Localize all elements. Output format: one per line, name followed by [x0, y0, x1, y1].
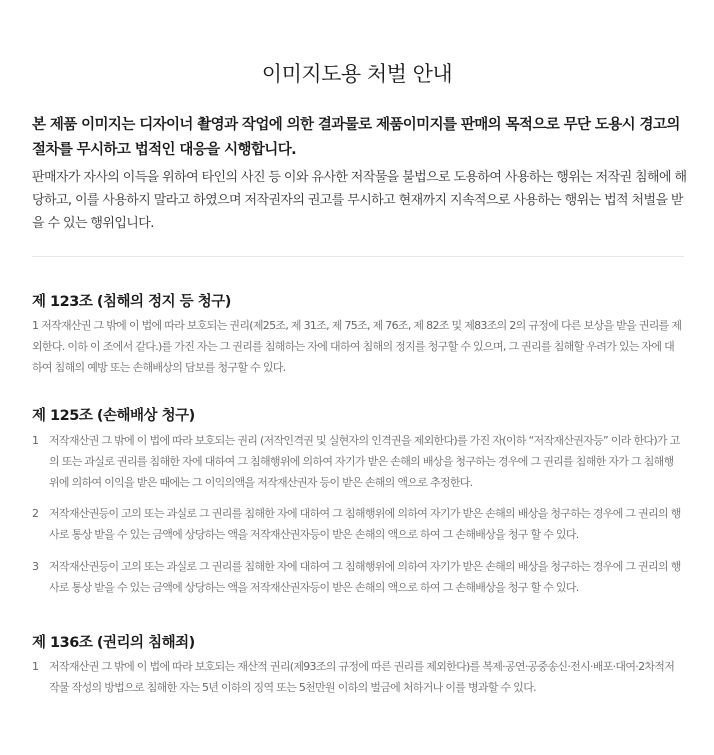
article-item [32, 503, 682, 545]
item-number: 2 [32, 507, 39, 520]
item-text: 저작재산권 그 밖에 이 법에 따라 보호되는 권리(제25조, 제 31조, 제 75조, 제 76조, 제 82조 및 제83조의 2의 규정에 다른 보상을 받을 권리를 제외한다. 이하 이 조에서 같다.)를 가진 자는 그 권리를 침해하는 자에 대하여 침해의 정지를 청구할 수 있으며, 그 권리를 침해할 우려가 있는 자에 대하여 침해의 예방 또는 손해배상의 담보를 청구할 수 있다. [32, 319, 682, 374]
page-title: 이미지도용 처벌 안내 [261, 62, 453, 86]
description-paragraph: 판매자가 자사의 이득을 위하여 타인의 사진 등 이와 유사한 저작물을 불법으로 도용하여 사용하는 행위는 저작권 침해에 해당하고, 이를 사용하지 말라고 하였으며 저작권자의 권고를 무시하고 현재까지 지속적으로 사용하는 행위는 법적 처벌을 받을 수 있는 행위입니다. [32, 170, 687, 231]
section-heading-123: 제 123조 (침해의 정지 등 청구) [32, 294, 231, 310]
item-text: 저작재산권등이 고의 또는 과실로 그 권리를 침해한 자에 대하여 그 침해행위에 의하여 자기가 받은 손해의 배상을 청구하는 경우에 그 권리의 행사로 통상 받을 수 있는 금액에 상당하는 액을 저작재산권자등이 받은 손해의 액으로 하여 그 손해배상을 청구 할 수 있다. [49, 507, 681, 541]
article-item [32, 656, 682, 698]
section-heading-136: 제 136조 (권리의 침해죄) [32, 635, 195, 651]
item-number: 3 [32, 560, 39, 573]
lead-notice: 본 제품 이미지는 디자이너 촬영과 작업에 의한 결과물로 제품이미지를 판매의 목적으로 무단 도용시 경고의 절차를 무시하고 법적인 대응을 시행합니다. [32, 117, 680, 158]
item-text: 저작재산권 그 밖에 이 법에 따라 보호되는 재산적 권리(제93조의 규정에 따른 권리를 제외한다)를 복제·공연·공중송신·전시·배포·대여·2차적저작물 작성의 방법으로 침해한 자는 5년 이하의 징역 또는 5천만원 이하의 벌금에 처하거나 이를 병과할 수 있다. [49, 660, 675, 694]
item-number: 1 [32, 660, 39, 673]
article-item [32, 556, 682, 598]
section-heading-125: 제 125조 (손해배상 청구) [32, 408, 195, 424]
item-number: 1 [32, 319, 39, 332]
article-item [32, 315, 682, 378]
item-text: 저작재산권등이 고의 또는 과실로 그 권리를 침해한 자에 대하여 그 침해행위에 의하여 자기가 받은 손해의 배상을 청구하는 경우에 그 권리의 행사로 통상 받을 수 있는 금액에 상당하는 액을 저작재산권자등이 받은 손해의 액으로 하여 그 손해배상을 청구 할 수 있다. [49, 560, 681, 594]
item-number: 1 [32, 434, 39, 447]
item-text: 저작재산권 그 밖에 이 법에 따라 보호되는 권리 (저작인격권 및 실현자의 인격권을 제외한다)를 가진 자(이하 “저작재산권자등” 이라 한다)가 고의 또는 과실로 권리를 침해한 자에 대하여 그 침해행위에 의하여 자기가 받은 손해의 배상을 청구하는 경우에 그 권리를 침해한 자가 그 침해행위에 의하여 이익을 받은 때에는 그 이익의액을 저작재산권자 등이 받은 손해의 액으로 추정한다. [49, 434, 680, 489]
article-item [32, 430, 682, 493]
divider [32, 256, 684, 257]
